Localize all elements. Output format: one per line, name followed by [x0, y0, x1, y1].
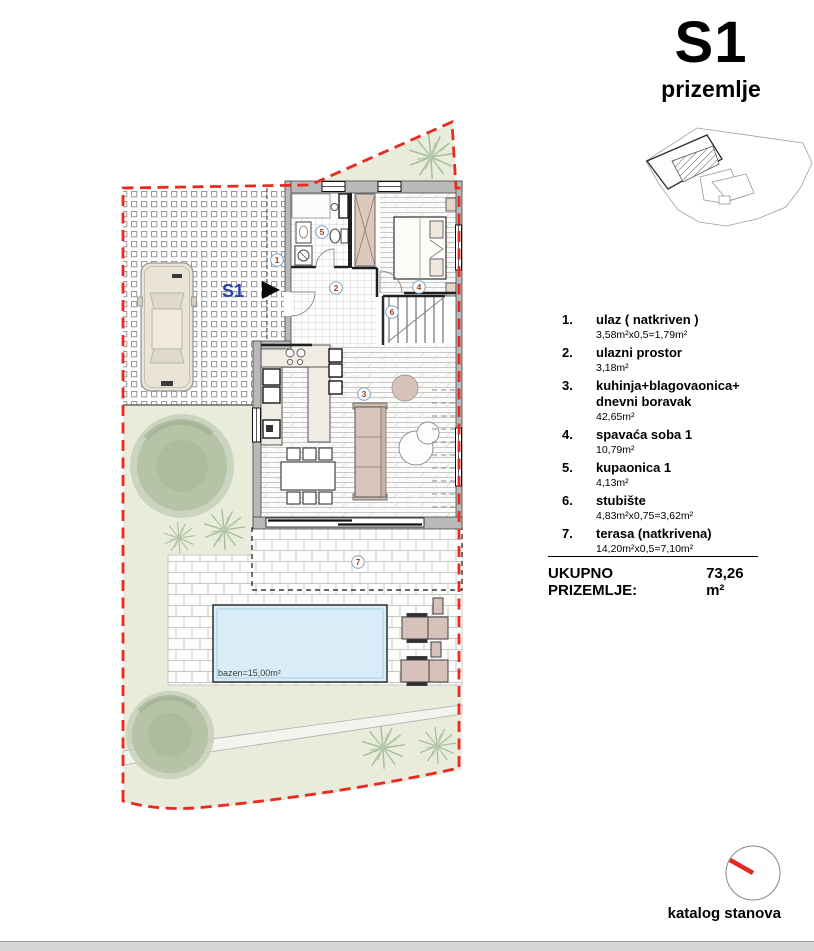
total-area-row	[548, 565, 766, 599]
svg-text:4: 4	[416, 282, 422, 292]
legend-item: 6. stubište 4,83m²x0,75=3,62m²	[562, 493, 694, 522]
total-label: UKUPNO PRIZEMLJE:	[548, 565, 638, 599]
svg-text:3: 3	[361, 389, 367, 399]
legend-item: 2. ulazni prostor 3,18m²	[562, 345, 682, 374]
north-arrow-icon	[724, 844, 786, 906]
svg-text:1: 1	[274, 255, 280, 265]
parked-car	[138, 263, 197, 391]
legend-item: 5. kupaonica 1 4,13m²	[562, 460, 672, 489]
svg-text:6: 6	[389, 307, 395, 317]
room-marker-3	[358, 388, 371, 401]
room-marker-2	[330, 282, 343, 295]
room-marker-1	[271, 254, 284, 267]
svg-text:2: 2	[333, 283, 339, 293]
room-marker-4	[413, 281, 426, 294]
total-value: 73,26 m²	[706, 565, 744, 599]
legend-item: 1. ulaz ( natkriven ) 3,58m²x0,5=1,79m²	[562, 312, 699, 341]
room-marker-5	[316, 226, 329, 239]
floor-subtitle: prizemlje	[661, 76, 761, 102]
room-legend	[562, 312, 772, 559]
hall-floor	[291, 270, 377, 345]
page-title: S1	[674, 10, 748, 75]
legend-item: 4. spavaća soba 1 10,79m²	[562, 427, 693, 456]
room-marker-6	[386, 306, 399, 319]
title-block	[645, 10, 777, 103]
footer-caption: katalog stanova	[667, 905, 781, 922]
dining-set	[281, 448, 335, 504]
sofa	[353, 403, 387, 500]
shower	[292, 194, 330, 218]
site-location-map	[646, 128, 812, 226]
svg-text:5: 5	[319, 227, 325, 237]
sliding-terrace-door	[266, 518, 424, 527]
pool	[213, 605, 387, 682]
room-marker-7	[352, 556, 365, 569]
svg-text:7: 7	[355, 557, 361, 567]
stairs	[383, 296, 443, 345]
total-divider	[548, 556, 758, 557]
toilet-tank	[341, 229, 348, 243]
svg-text:S1: S1	[222, 281, 245, 301]
toilet-bowl	[330, 229, 340, 243]
wardrobe	[355, 194, 375, 266]
legend-item: 7. terasa (natkrivena) 14,20m²x0,5=7,10m²	[562, 526, 712, 555]
legend-item: 3. kuhinja+blagovaonica+ dnevni boravak 42,65m²	[562, 378, 740, 423]
pool-label: bazen=15,00m²	[218, 668, 281, 678]
